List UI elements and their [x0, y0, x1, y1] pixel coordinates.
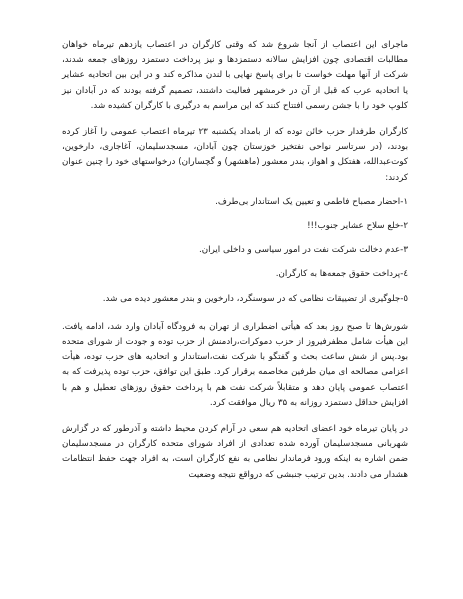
intro-paragraph: ماجرای این اعتصاب از آنجا شروع شد که وقتی کارگران در اعتصاب یازدهم تیرماه خواهان مطالبات اقتصادی چون افزایش سالانه دستمزدها و نیز پرداخت دستمزد روزهای جمعه شدند، شرکت از آنها مهلت خواست تا برای پاسخ نهایی با لندن مذاکره کند و در این بین اتحادیه عشایر یا اتحادیه عرب که قبل از آن در خرمشهر فعالیت داشتند، تصمیم گرفته بودند که در آبادان نیز کلوپ خود را با جشن رسمی افتتاح کنند که این مراسم به درگیری با کارگران کشیده شد.: [62, 40, 408, 111]
spacer: [62, 114, 408, 125]
spacer: [62, 307, 408, 320]
settlement-paragraph: شورش‌ها تا صبح روز بعد که هیأتی اضطراری از تهران به فرودگاه آبادان وارد شد، ادامه یافت. این هیأت شامل مظفرفیروز از حزب دموکرات،رادمنش از حزب توده و جودت از شورای متحده بود.پس از شش ساعت بحث و گفتگو با شرکت نفت،استاندار و اتحادیه های حزب توده، هیأت اعزامی مصالحه ای میان طرفین مخاصمه برقرار کرد. طبق این توافق، حزب توده پذیرفت که به اعتصاب عمومی پایان دهد و متقابلاً شرکت نفت هم با پرداخت حقوق روزهای تعطیل و هم با افزایش حداقل دستمزد روزانه به ۳۵ ریال موافقت کرد.: [62, 321, 408, 408]
spacer: [62, 210, 408, 219]
demand-item-5: ٥-جلوگیری از تضییقات نظامی که در سوسنگرد، دارخوین و بندر معشور دیده می شد.: [102, 293, 408, 304]
spacer: [62, 234, 408, 243]
final-paragraph: در پایان تیرماه خود اعضای اتحادیه هم سعی در آرام کردن محیط داشته و آذرطور که در گزارش شهربانی مسجدسلیمان آورده شده تعدادی از افراد شورای متحده کارگران در مسجدسلیمان ضمن اشاره به اینکه ورود فرماندار نظامی به نفع کارگران است، به افراد جهت حفظ انتظامات هشدار می دادند. بدین ترتیب جنبشی که درواقع نتیجه وضعیت: [62, 424, 408, 480]
document-page: [62, 38, 408, 483]
spacer: [62, 283, 408, 292]
spacer: [62, 258, 408, 267]
strike-start-paragraph: کارگران طرفدار حزب خائن توده که از بامداد یکشنبه ۲۳ تیرماه اعتصاب عمومی را آغاز کرده بودند، (در سرتاسر نواحی نفتخیز خوزستان چون آبادان، مسجدسلیمان، آغاجاری، دارخوین، کوت‌عبدالله، هفتکل و اهواز، بندر معشور (ماهشهر) و گچساران) درخواستهای خود را چنین عنوان کردند:: [62, 127, 408, 183]
spacer: [62, 411, 408, 422]
demand-item-2: ۲-خلع سلاح عشایر جنوب!!!: [307, 221, 408, 232]
demand-item-4: ٤-پرداخت حقوق جمعه‌ها به کارگران.: [275, 269, 408, 280]
demand-item-3: ۳-عدم دخالت شرکت نفت در امور سیاسی و داخلی ایران.: [199, 245, 408, 256]
spacer: [62, 186, 408, 195]
demand-item-1: ۱-احضار مصباح فاطمی و تعیین یک استاندار بی‌طرف.: [215, 196, 408, 207]
